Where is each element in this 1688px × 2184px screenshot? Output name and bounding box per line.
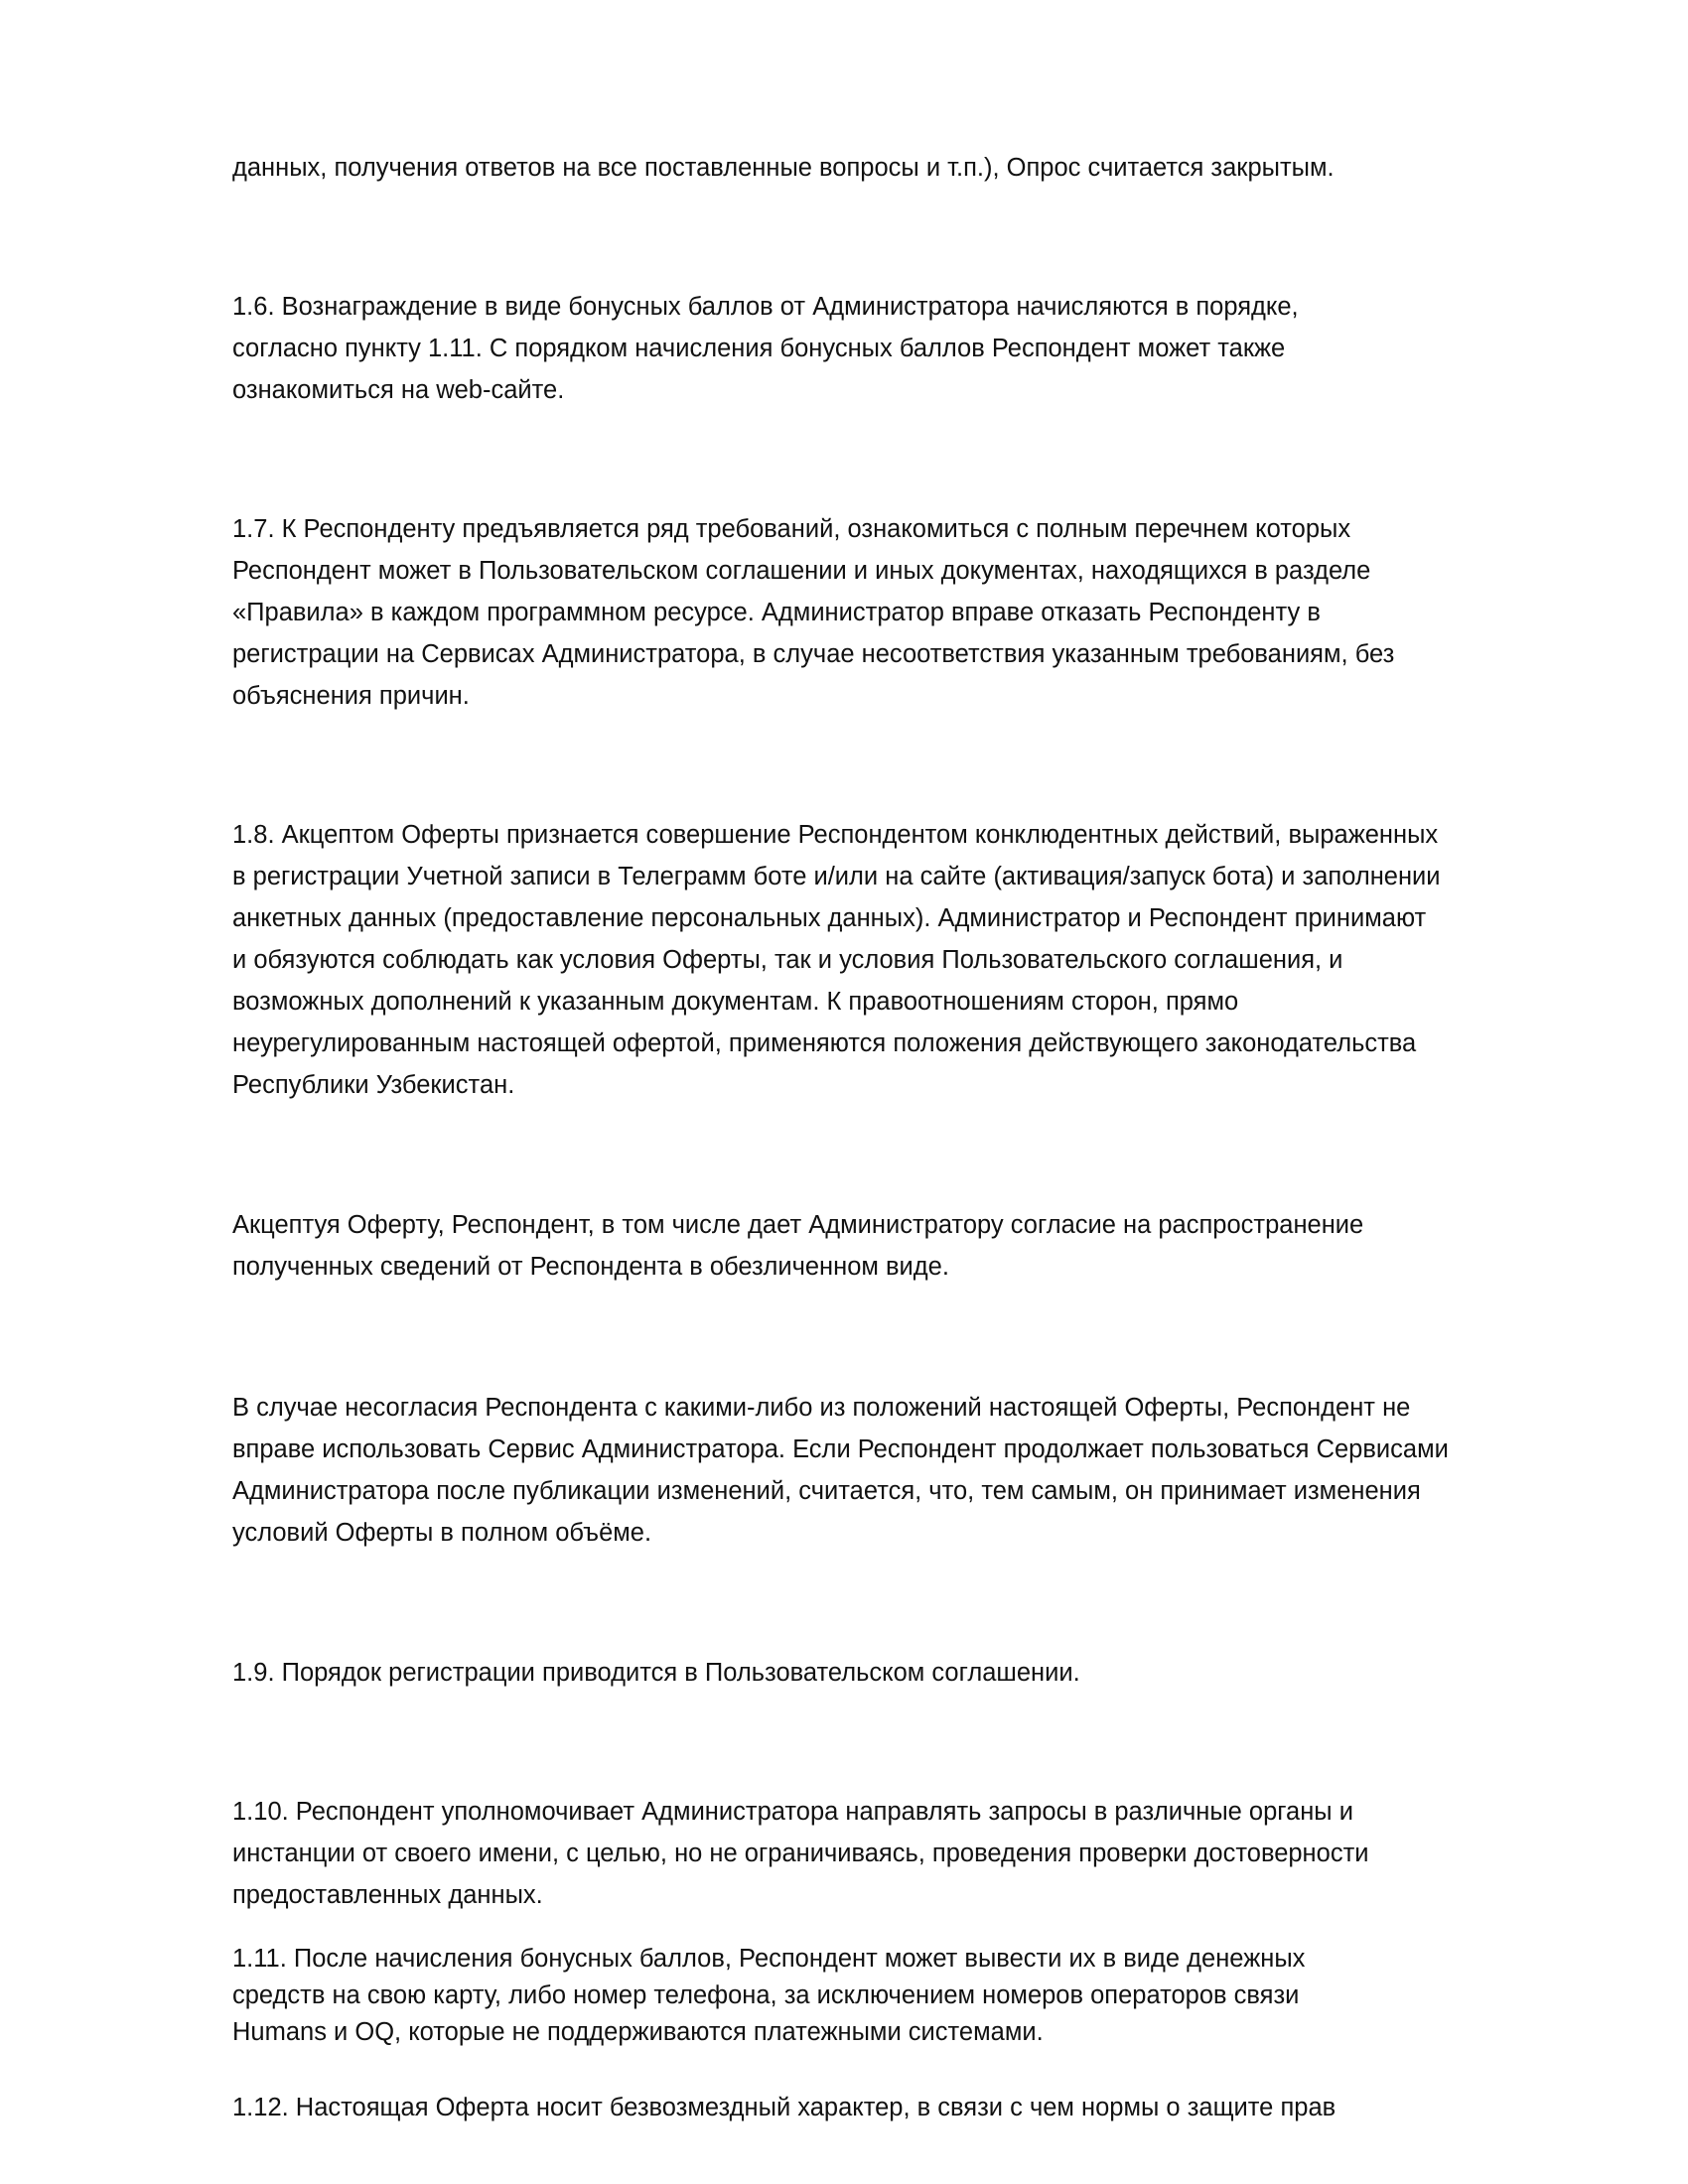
text-line: В случае несогласия Респондента с какими-либо из положений настоящей Оферты, Респондент не bbox=[232, 1394, 1411, 1422]
text-line: 1.7. К Респонденту предъявляется ряд требований, ознакомиться с полным перечнем которых bbox=[232, 515, 1351, 543]
paragraph-1-8 bbox=[232, 814, 1553, 1106]
text-line: 1.11. После начисления бонусных баллов, Респондент может вывести их в виде денежных bbox=[232, 1945, 1306, 1973]
text-line: анкетных данных (предоставление персональных данных). Администратор и Респондент принимают bbox=[232, 904, 1427, 932]
paragraph-1-11 bbox=[232, 1941, 1553, 2051]
text-line: условий Оферты в полном объёме. bbox=[232, 1519, 652, 1547]
paragraph-1-10 bbox=[232, 1791, 1553, 1916]
text-line: 1.8. Акцептом Оферты признается совершение Респондентом конклюдентных действий, выраженных bbox=[232, 821, 1439, 849]
text-line: Республики Узбекистан. bbox=[232, 1071, 515, 1099]
text-line: «Правила» в каждом программном ресурсе. Администратор вправе отказать Респонденту в bbox=[232, 599, 1321, 626]
text-line: 1.12. Настоящая Оферта носит безвозмездный характер, в связи с чем нормы о защите прав bbox=[232, 2094, 1336, 2121]
text-line: данных, получения ответов на все поставленные вопросы и т.п.), Опрос считается закрытым. bbox=[232, 154, 1335, 182]
text-line: Администратора после публикации изменений, считается, что, тем самым, он принимает изменения bbox=[232, 1477, 1421, 1505]
text-line: регистрации на Сервисах Администратора, в случае несоответствия указанным требованиям, без bbox=[232, 640, 1395, 668]
paragraph-disagreement bbox=[232, 1387, 1553, 1554]
text-line: средств на свою карту, либо номер телефона, за исключением номеров операторов связи bbox=[232, 1981, 1300, 2009]
text-line: полученных сведений от Респондента в обезличенном виде. bbox=[232, 1253, 949, 1281]
text-line: 1.6. Вознаграждение в виде бонусных баллов от Администратора начисляются в порядке, bbox=[232, 293, 1299, 321]
paragraph-1-9 bbox=[232, 1652, 1553, 1694]
text-line: 1.10. Респондент уполномочивает Администратора направлять запросы в различные органы и bbox=[232, 1798, 1353, 1826]
text-line: возможных дополнений к указанным документам. К правоотношениям сторон, прямо bbox=[232, 988, 1239, 1016]
paragraph-1-12 bbox=[232, 2087, 1553, 2128]
paragraph-intro-tail bbox=[232, 147, 1553, 189]
text-line: предоставленных данных. bbox=[232, 1881, 543, 1909]
text-line: согласно пункту 1.11. С порядком начисления бонусных баллов Респондент может также bbox=[232, 335, 1286, 362]
text-line: объяснения причин. bbox=[232, 682, 470, 710]
text-line: и обязуются соблюдать как условия Оферты, так и условия Пользовательского соглашения, и bbox=[232, 946, 1343, 974]
paragraph-1-7 bbox=[232, 508, 1553, 717]
text-line: неурегулированным настоящей офертой, применяются положения действующего законодательства bbox=[232, 1029, 1417, 1057]
text-line: в регистрации Учетной записи в Телеграмм боте и/или на сайте (активация/запуск бота) и заполнении bbox=[232, 863, 1441, 890]
paragraph-1-6 bbox=[232, 286, 1553, 411]
text-line: ознакомиться на web-сайте. bbox=[232, 376, 565, 404]
paragraph-acceptance bbox=[232, 1204, 1553, 1288]
text-line: Респондент может в Пользовательском соглашении и иных документах, находящихся в разделе bbox=[232, 557, 1371, 585]
text-line: Акцептуя Оферту, Респондент, в том числе дает Администратору согласие на распространение bbox=[232, 1211, 1364, 1239]
text-line: вправе использовать Сервис Администратора. Если Респондент продолжает пользоваться Сервисами bbox=[232, 1435, 1449, 1463]
text-line: Humans и OQ, которые не поддерживаются платежными системами. bbox=[232, 2018, 1044, 2046]
text-line: инстанции от своего имени, с целью, но не ограничиваясь, проведения проверки достоверности bbox=[232, 1840, 1369, 1867]
text-line: 1.9. Порядок регистрации приводится в Пользовательском соглашении. bbox=[232, 1659, 1080, 1687]
